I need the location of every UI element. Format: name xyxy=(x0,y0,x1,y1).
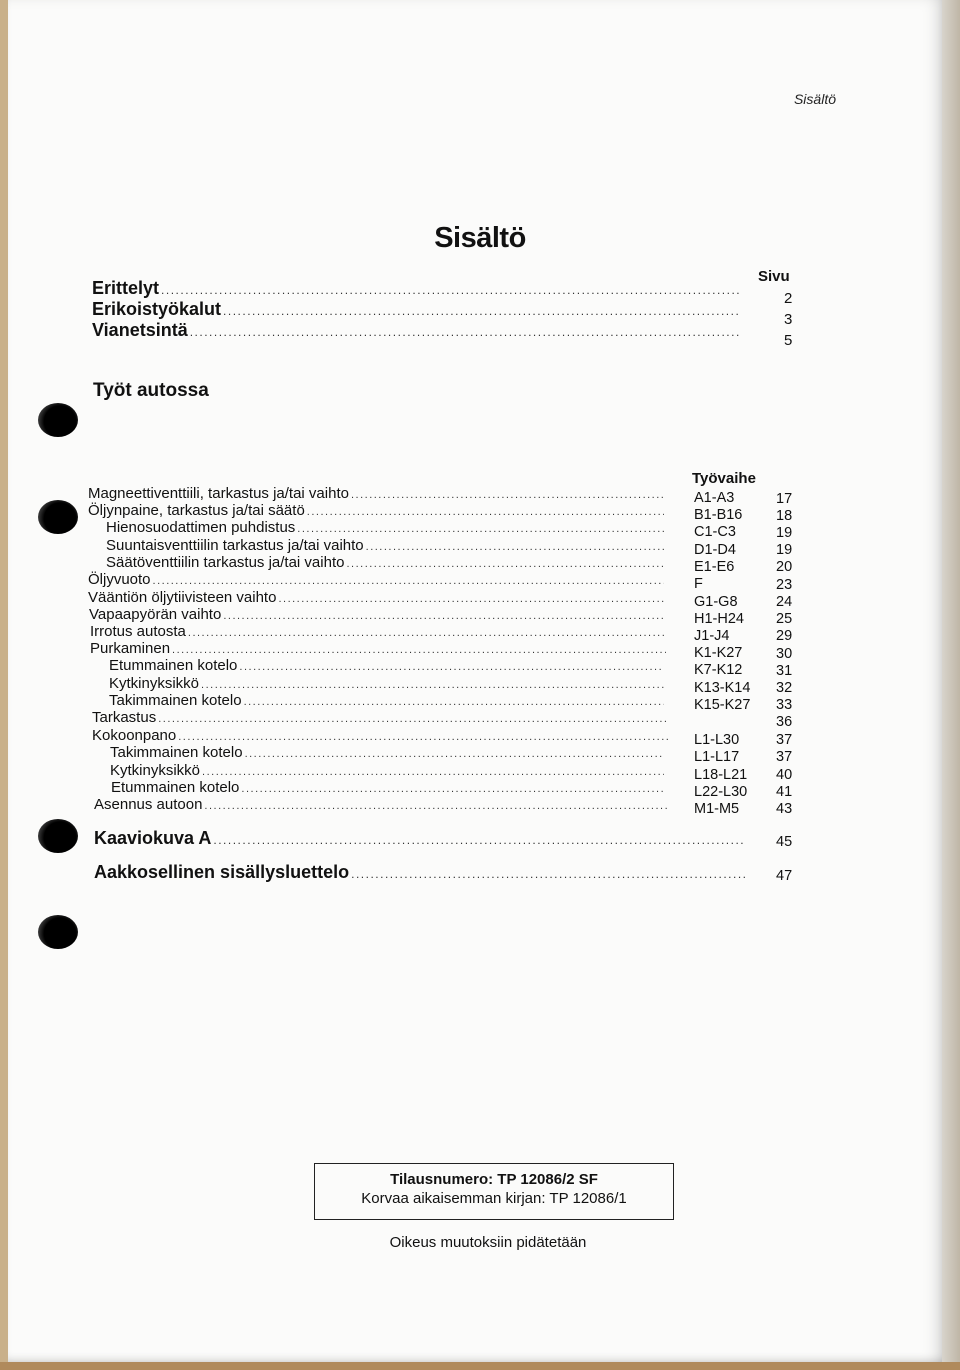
toc-entry[interactable] xyxy=(94,862,750,883)
page-title: Sisältö xyxy=(434,222,526,254)
leader-dots xyxy=(153,575,664,587)
toc-row-step: L1-L17 xyxy=(694,749,740,765)
toc-row[interactable] xyxy=(88,485,668,502)
toc-entry-label: Kaaviokuva A xyxy=(94,828,212,848)
toc-entry[interactable] xyxy=(94,828,750,849)
toc-row-label: Kytkinyksikkö xyxy=(110,762,201,779)
toc-row-page: 37 xyxy=(776,749,793,765)
toc-row[interactable] xyxy=(106,554,668,571)
toc-row[interactable] xyxy=(90,623,670,640)
leader-dots xyxy=(201,679,664,691)
toc-row-page: 40 xyxy=(776,767,793,783)
toc-row-page: 19 xyxy=(776,542,793,558)
toc-row-step: B1-B16 xyxy=(694,507,743,523)
leader-dots xyxy=(346,558,664,570)
toc-row-page: 18 xyxy=(776,508,793,524)
leader-dots xyxy=(239,661,664,673)
leader-dots xyxy=(223,610,665,622)
punch-hole xyxy=(38,403,78,437)
toc-row-label: Öljynpaine, tarkastus ja/tai säätö xyxy=(88,502,305,519)
order-number: Tilausnumero: TP 12086/2 SF xyxy=(390,1171,598,1188)
toc-entry-page: 5 xyxy=(784,332,793,349)
toc-row[interactable] xyxy=(88,571,668,588)
toc-row[interactable] xyxy=(92,709,672,726)
toc-row-page: 41 xyxy=(776,784,793,800)
toc-entry-label: Aakkosellinen sisällysluettelo xyxy=(94,862,350,882)
toc-row[interactable] xyxy=(94,796,674,813)
toc-row-page: 37 xyxy=(776,732,793,748)
toc-row[interactable] xyxy=(110,744,668,761)
toc-row-page: 33 xyxy=(776,697,793,713)
toc-entry-page: 3 xyxy=(784,311,793,328)
punch-hole xyxy=(38,915,78,949)
page-edge-shadow xyxy=(942,0,960,1370)
toc-row-step: K7-K12 xyxy=(694,662,743,678)
leader-dots xyxy=(188,627,666,639)
toc-row-label: Tarkastus xyxy=(92,709,157,726)
toc-row-step: H1-H24 xyxy=(694,611,744,627)
toc-row-label: Takimmainen kotelo xyxy=(109,692,242,709)
toc-row[interactable] xyxy=(106,537,668,554)
leader-dots xyxy=(297,523,664,535)
toc-entry-page: 2 xyxy=(784,290,793,307)
running-header: Sisältö xyxy=(793,91,836,107)
leader-dots xyxy=(161,283,740,297)
toc-row-label: Säätöventtiilin tarkastus ja/tai vaihto xyxy=(106,554,345,571)
toc-row-step: C1-C3 xyxy=(694,524,736,540)
document-page xyxy=(8,0,942,1362)
toc-row-page: 32 xyxy=(776,680,793,696)
toc-row-step: D1-D4 xyxy=(694,542,736,558)
toc-row-step: F xyxy=(694,576,703,592)
leader-dots xyxy=(366,541,664,553)
toc-row[interactable] xyxy=(88,589,668,606)
toc-entry-page: 45 xyxy=(776,834,793,850)
leader-dots xyxy=(178,731,668,743)
toc-row-step: M1-M5 xyxy=(694,801,740,817)
leader-dots xyxy=(351,489,664,501)
toc-row-label: Vääntiön öljytiivisteen vaihto xyxy=(88,589,277,606)
toc-row-page: 43 xyxy=(776,801,793,817)
toc-row-step: L1-L30 xyxy=(694,732,740,748)
toc-row-label: Suuntaisventtiilin tarkastus ja/tai vaihto xyxy=(106,537,364,554)
leader-dots xyxy=(245,748,664,760)
toc-row[interactable] xyxy=(111,779,668,796)
toc-row-step: A1-A3 xyxy=(694,490,735,506)
toc-row-step: L18-L21 xyxy=(694,767,748,783)
toc-row-page: 19 xyxy=(776,525,793,541)
toc-entry[interactable] xyxy=(92,278,744,299)
toc-row[interactable] xyxy=(92,727,672,744)
toc-row[interactable] xyxy=(89,606,669,623)
toc-row-label: Asennus autoon xyxy=(94,796,203,813)
toc-row-step: G1-G8 xyxy=(694,594,738,610)
leader-dots xyxy=(241,783,664,795)
toc-row[interactable] xyxy=(90,640,670,657)
toc-row-label: Etummainen kotelo xyxy=(109,657,238,674)
toc-row-label: Magneettiventtiili, tarkastus ja/tai vaihto xyxy=(88,485,349,502)
section-heading: Työt autossa xyxy=(93,380,209,401)
toc-row-step: K1-K27 xyxy=(694,645,743,661)
toc-row[interactable] xyxy=(106,519,668,536)
toc-row-page: 31 xyxy=(776,663,793,679)
leader-dots xyxy=(158,713,668,725)
toc-row-label: Hienosuodattimen puhdistus xyxy=(106,519,296,536)
toc-row-page: 30 xyxy=(776,646,793,662)
toc-entry[interactable] xyxy=(92,299,744,320)
toc-row[interactable] xyxy=(110,762,668,779)
toc-row-step: K15-K27 xyxy=(694,697,751,713)
table-surface xyxy=(0,1362,960,1370)
toc-row-page: 36 xyxy=(776,714,793,730)
toc-row-label: Kytkinyksikkö xyxy=(109,675,200,692)
toc-row[interactable] xyxy=(88,502,668,519)
leader-dots xyxy=(202,766,664,778)
toc-row-page: 17 xyxy=(776,491,793,507)
toc-row[interactable] xyxy=(109,657,668,674)
toc-entry-label: Erittelyt xyxy=(92,278,160,298)
toc-row-page: 24 xyxy=(776,594,793,610)
toc-row-page: 20 xyxy=(776,559,793,575)
step-column-label: Työvaihe xyxy=(692,470,756,487)
toc-row-page: 29 xyxy=(776,628,793,644)
leader-dots xyxy=(307,506,664,518)
leader-dots xyxy=(190,325,740,339)
leader-dots xyxy=(172,644,666,656)
order-number-box xyxy=(314,1163,674,1220)
toc-row-label: Öljyvuoto xyxy=(88,571,151,588)
toc-row-step: J1-J4 xyxy=(694,628,730,644)
toc-row-page: 23 xyxy=(776,577,793,593)
toc-entry-label: Erikoistyökalut xyxy=(92,299,222,319)
toc-row[interactable] xyxy=(109,692,668,709)
leader-dots xyxy=(278,593,664,605)
toc-row-label: Purkaminen xyxy=(90,640,171,657)
toc-row-label: Irrotus autosta xyxy=(90,623,186,640)
punch-hole xyxy=(38,819,78,853)
toc-row-label: Takimmainen kotelo xyxy=(110,744,243,761)
leader-dots xyxy=(351,867,746,881)
leader-dots xyxy=(223,304,740,318)
toc-entry-page: 47 xyxy=(776,868,793,884)
toc-row-label: Kokoonpano xyxy=(92,727,177,744)
toc-row-label: Etummainen kotelo xyxy=(111,779,240,796)
toc-row-step: L22-L30 xyxy=(694,784,748,800)
toc-row-step: K13-K14 xyxy=(694,680,751,696)
leader-dots xyxy=(244,696,664,708)
toc-row-label: Vapaapyörän vaihto xyxy=(89,606,222,623)
toc-entry-label: Vianetsintä xyxy=(92,320,188,340)
replaces-note: Korvaa aikaisemman kirjan: TP 12086/1 xyxy=(361,1190,627,1207)
page-column-label: Sivu xyxy=(758,268,790,285)
toc-row-page: 25 xyxy=(776,611,793,627)
toc-row[interactable] xyxy=(109,675,668,692)
leader-dots xyxy=(213,833,746,847)
punch-hole xyxy=(38,500,78,534)
toc-row-step: E1-E6 xyxy=(694,559,735,575)
footer-note: Oikeus muutoksiin pidätetään xyxy=(389,1234,587,1251)
toc-entry[interactable] xyxy=(92,320,744,341)
leader-dots xyxy=(204,800,670,812)
